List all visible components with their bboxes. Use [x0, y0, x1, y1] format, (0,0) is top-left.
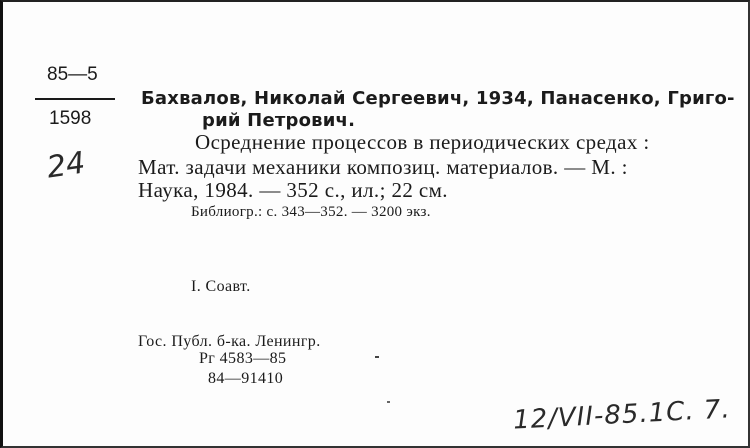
- call-number-top: 85—5: [47, 64, 98, 85]
- ink-speck: [387, 401, 390, 403]
- entry-note: Библиогр.: с. 343—352. — 3200 экз.: [191, 204, 431, 220]
- entry-heading-line1: Бахвалов, Николай Сергеевич, 1934, Панасенко, Григо-: [141, 88, 735, 109]
- entry-heading-line2: рий Петрович.: [202, 110, 356, 131]
- library-line2: Рг 4583—85: [199, 350, 287, 367]
- entry-title-line3: Наука, 1984. — 352 с., ил.; 22 см.: [138, 178, 448, 202]
- handwritten-mark: 24: [44, 145, 88, 186]
- handwritten-date: 12/VII-85.1C. 7.: [512, 394, 732, 436]
- entry-title-line2: Мат. задачи механики композиц. материалов. — М. :: [138, 155, 628, 179]
- library-line3: 84—91410: [208, 370, 284, 387]
- entry-title-line1: Осреднение процессов в периодических средах :: [195, 130, 650, 154]
- library-line1: Гос. Публ. б-ка. Ленингр.: [138, 333, 321, 350]
- call-number-divider: [35, 98, 115, 100]
- call-number-bottom: 1598: [49, 108, 92, 129]
- ink-speck: [375, 356, 379, 358]
- tracing: I. Соавт.: [191, 278, 251, 295]
